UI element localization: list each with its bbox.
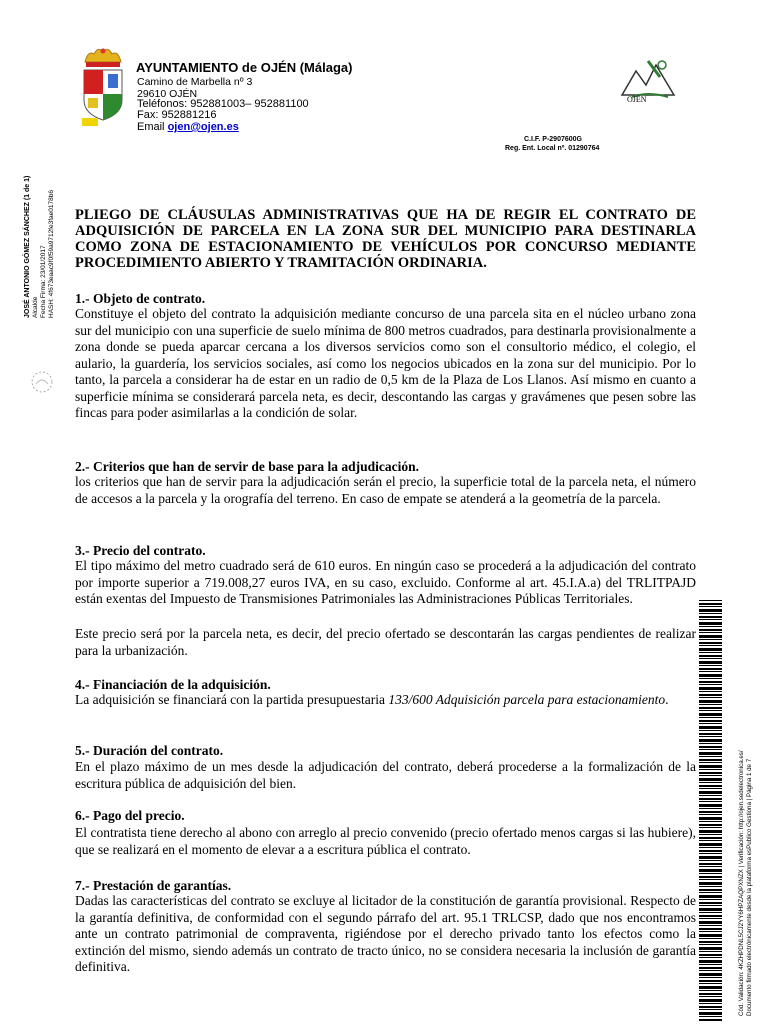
phones-line: Teléfonos: 952881003– 952881100: [137, 98, 309, 110]
section-7-text: Dadas las características del contrato se excluye al licitador de la constitución de garantía provisional. Respecto de la garantía definitiva, de conformidad con el segundo párrafo del art. 95.1 TRLCSP, dado que nos encontramos ante un contrato patrimonial de compraventa, rigiéndose por el derecho privado tanto los efectos como la extinción del mismo, siendo además un contrato de tracto único, no se considera necesaria la inclusión de garantía definitiva.: [75, 893, 696, 974]
section-5-heading: 5.- Duración del contrato.: [75, 743, 224, 758]
email-line: [137, 121, 239, 133]
signer-name: JOSÉ ANTONIO GÓMEZ SÁNCHEZ (1 de 1): [24, 175, 31, 318]
section-4-text: [75, 692, 696, 709]
email-label: Email: [137, 121, 165, 133]
signature-date: Fecha Firma: 23/01/2017: [40, 245, 47, 318]
address-line: Camino de Marbella nº 3: [137, 76, 253, 88]
logo-wordmark: OJÉN: [627, 95, 647, 104]
cif-number: C.I.F. P-2907600G: [524, 136, 582, 143]
budget-line-reference: 133/600 Adquisición parcela para estacionamiento: [388, 692, 666, 707]
email-link[interactable]: ojen@ojen.es: [167, 121, 239, 133]
platform-signature-line: Documento firmado electrónicamente desde la plataforma esPublico Gestiona | Página 1 de 7: [746, 758, 753, 1016]
section-4-text-end: .: [665, 692, 669, 707]
section-6-text: El contratista tiene derecho al abono con arreglo al precio convenido (precio ofertado menos cargas si las hubiere), que se realizará en el momento de elevar a a escritura pública el contrato.: [75, 825, 696, 857]
section-1-text: Constituye el objeto del contrato la adquisición mediante concurso de una parcela sita en el núcleo urbano zona sur del municipio con una superficie de suelo mínima de 800 metros cuadrados, para destinarla provisionalmente a zona donde se pueda aparcar cercana a los diversos servicios como son el consultorio médico, el colegio, el aulario, la guardería, los servicios sociales, así como los negocios ubicados en la zona sur del municipio. Por lo tanto, la parcela a considerar ha de estar en un radio de 0,5 km de la Plaza de Los Llanos. Así mismo en cuanto a superficie mínima se considerará parcela neta, es decir, descontando las cargas y gravámenes que pesen sobre las fincas para poder asimilarlas a la condición de solar.: [75, 306, 696, 420]
section-4-text-start: La adquisición se financiará con la partida presupuestaria: [75, 692, 389, 707]
validation-code-line: Cód. Validación: 4KZHPDNL5CJ2YY6HPZAQPXNZX | Verificación: http://ojen.sedelectronica.es/: [738, 750, 745, 1016]
postal-code-line: 29610 OJÉN: [137, 88, 198, 100]
document-title: PLIEGO DE CLÁUSULAS ADMINISTRATIVAS QUE HA DE REGIR EL CONTRATO DE ADQUISICIÓN DE PARCELA EN LA ZONA SUR DEL MUNICIPIO PARA DESTINARLA COMO ZONA DE ESTACIONAMIENTO DE VEHÍCULOS POR CONCURSO MEDIANTE PROCEDIMIENTO ABIERTO Y TRAMITACIÓN ORDINARIA.: [75, 207, 696, 271]
section-2-heading: 2.- Criterios que han de servir de base para la adjudicación.: [75, 459, 419, 474]
section-3-text-2: Este precio será por la parcela neta, es decir, del precio ofertado se descontarán las cargas pendientes de realizar para la urbanización.: [75, 626, 696, 658]
section-1-heading: 1.- Objeto de contrato.: [75, 291, 206, 306]
section-4-heading: 4.- Financiación de la adquisición.: [75, 677, 271, 692]
section-3-text-1: El tipo máximo del metro cuadrado será de 610 euros. En ningún caso se procederá a la adjudicación del contrato por importe superior a 719.008,27 euros IVA, en su caso, excluido. Conforme al art. 45.I.A.a) del TRLITPAJD están exentas del Impuesto de Transmisiones Patrimoniales las Administraciones Públicas Territoriales.: [75, 558, 696, 606]
municipality-title: AYUNTAMIENTO de OJÉN (Málaga): [136, 60, 353, 75]
signer-role: Alcalde: [32, 296, 39, 318]
section-3-heading: 3.- Precio del contrato.: [75, 543, 206, 558]
verification-barcode: [699, 600, 722, 1022]
section-7-heading: 7.- Prestación de garantías.: [75, 878, 232, 893]
coat-of-arms-logo: [80, 44, 126, 128]
section-5-text: En el plazo máximo de un mes desde la adjudicación del contrato, deberá procederse a la formalización de la escritura pública de adquisición del bien.: [75, 759, 696, 791]
section-6-heading: 6.- Pago del precio.: [75, 808, 185, 823]
fax-line: Fax: 952881216: [137, 109, 217, 121]
seal-stamp-icon: [30, 370, 54, 394]
registry-number: Reg. Ent. Local nº. 01290764: [505, 145, 600, 152]
section-2-text: los criterios que han de servir para la adjudicación serán el precio, la superficie total de la parcela neta, el número de accesos a la parcela y la orografía del terreno. En caso de empate se atenderá a la geometría de la parcela.: [75, 474, 696, 506]
signature-hash: HASH: 4f673eaac9f0f59a9712fe3fae0178b6: [48, 190, 55, 318]
